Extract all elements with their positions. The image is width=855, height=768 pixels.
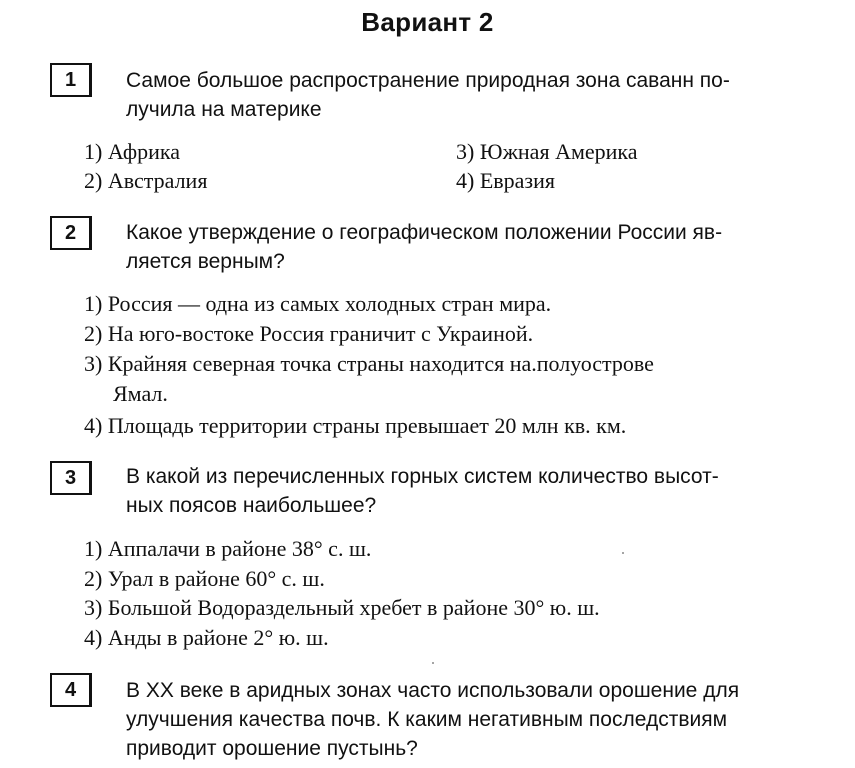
page-title: Вариант 2: [361, 7, 494, 37]
option-number: 4): [84, 625, 103, 650]
question-text-line: ных поясов наибольшее?: [126, 494, 377, 517]
option-text: На юго-востоке Россия граничит с Украиной.: [107, 321, 534, 346]
question-text-line: Самое большое распространение природная зона саванн по-: [126, 69, 730, 92]
option-text: Россия — одна из самых холодных стран мира.: [107, 291, 552, 316]
option-number: 1): [84, 139, 103, 164]
question-text-line: лучила на материке: [126, 98, 322, 121]
answer-option-1: [84, 137, 180, 166]
question-number-box: 2: [50, 216, 92, 250]
answer-option-2: [84, 564, 325, 593]
answer-option-2: [84, 166, 207, 195]
option-number: 2): [84, 168, 103, 193]
question-text-line: В какой из перечисленных горных систем количество высот-: [126, 465, 719, 488]
answer-option-4: [84, 623, 329, 652]
question-text: [126, 462, 816, 520]
option-text: Евразия: [479, 168, 556, 193]
question-number-box: 4: [50, 673, 92, 707]
option-number: 3): [84, 351, 103, 376]
option-text: Ямал.: [113, 381, 168, 406]
answer-option-4: [456, 166, 555, 195]
option-number: 2): [84, 566, 103, 591]
answer-option-3: [456, 137, 638, 166]
question-text-line: приводит орошение пустынь?: [126, 737, 418, 760]
option-text: Площадь территории страны превышает 20 млн кв. км.: [107, 413, 627, 438]
question-text-line: Какое утверждение о географическом положении России яв-: [126, 221, 723, 244]
option-text: Африка: [107, 139, 181, 164]
answer-option-1: [84, 289, 551, 318]
option-text: Австралия: [107, 168, 208, 193]
question-number-box: 3: [50, 461, 92, 495]
option-number: 1): [84, 291, 103, 316]
answer-option-2: [84, 319, 533, 348]
scan-speck: [432, 662, 434, 664]
question-text: [126, 218, 816, 276]
question-text-line: улучшения качества почв. К каким негативным последствиям: [126, 708, 728, 731]
answer-option-1: [84, 534, 371, 563]
option-text: Южная Америка: [479, 139, 638, 164]
answer-option-4: [84, 411, 626, 440]
question-text-line: ляется верным?: [126, 250, 285, 273]
question-text: [126, 676, 816, 763]
option-text: Крайняя северная точка страны находится на.полуострове: [107, 351, 654, 376]
option-text: Анды в районе 2° ю. ш.: [107, 625, 329, 650]
option-number: 3): [456, 139, 475, 164]
answer-option-3: [84, 349, 654, 378]
option-number: 2): [84, 321, 103, 346]
answer-option-3-continuation: [113, 379, 168, 408]
question-text-line: В XX веке в аридных зонах часто использовали орошение для: [126, 679, 740, 702]
question-text: [126, 66, 816, 124]
option-number: 4): [84, 413, 103, 438]
answer-option-3: [84, 593, 600, 622]
option-text: Большой Водораздельный хребет в районе 30° ю. ш.: [107, 595, 600, 620]
option-text: Аппалачи в районе 38° с. ш.: [107, 536, 372, 561]
option-number: 4): [456, 168, 475, 193]
option-number: 3): [84, 595, 103, 620]
option-number: 1): [84, 536, 103, 561]
scan-speck: [622, 552, 624, 554]
question-number-box: 1: [50, 63, 92, 97]
option-text: Урал в районе 60° с. ш.: [107, 566, 325, 591]
